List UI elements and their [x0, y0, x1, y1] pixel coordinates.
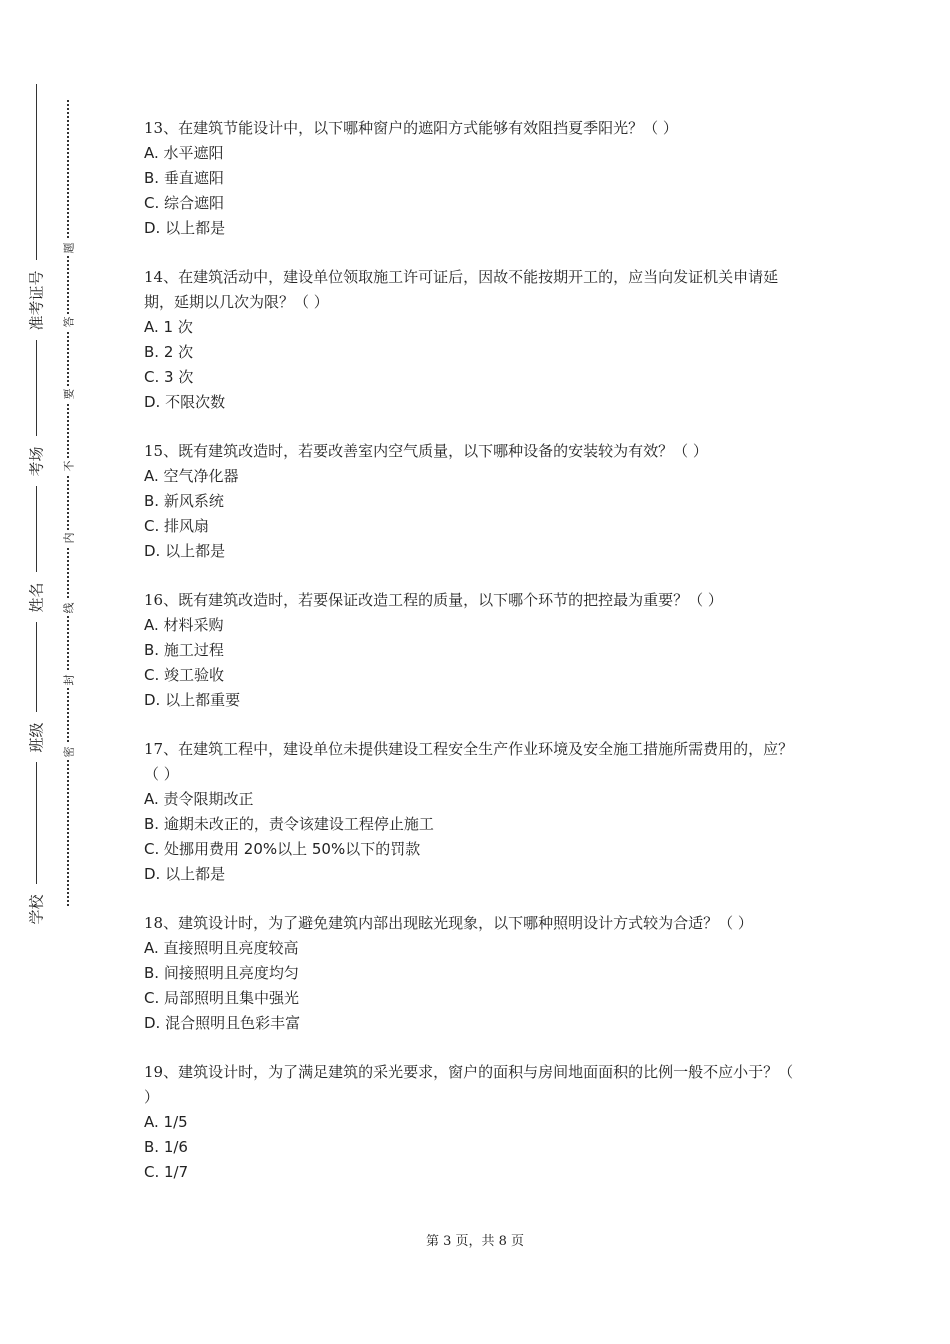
option-c: C. 排风扇 [144, 517, 210, 535]
student-info-labels [18, 84, 54, 924]
option-a: A. 水平遮阳 [144, 144, 224, 162]
option-c: C. 处挪用费用 20%以上 50%以下的罚款 [144, 840, 421, 858]
question-list [144, 116, 804, 1209]
option-a: A. 直接照明且亮度较高 [144, 939, 299, 957]
question-stem: 16、既有建筑改造时，若要保证改造工程的质量，以下哪个环节的把控最为重要？（ ） [144, 591, 723, 609]
question-19 [144, 1060, 804, 1185]
seal-char: 密 [58, 744, 78, 760]
option-c: C. 竣工验收 [144, 666, 225, 684]
question-stem: 15、既有建筑改造时，若要改善室内空气质量，以下哪种设备的安装较为有效？（ ） [144, 442, 708, 460]
question-stem: 19、建筑设计时，为了满足建筑的采光要求，窗户的面积与房间地面面积的比例一般不应小于？（ ） [144, 1063, 794, 1106]
seal-line-text [58, 100, 78, 906]
question-18 [144, 911, 804, 1036]
option-d: D. 不限次数 [144, 393, 226, 411]
option-b: B. 逾期未改正的，责令该建设工程停止施工 [144, 815, 434, 833]
option-b: B. 新风系统 [144, 492, 224, 510]
option-a: A. 责令限期改正 [144, 790, 254, 808]
option-b: B. 1/6 [144, 1138, 188, 1156]
question-stem: 14、在建筑活动中，建设单位领取施工许可证后，因故不能按期开工的，应当向发证机关申请延期，延期以几次为限？（ ） [144, 268, 779, 311]
label-exam-room: 考场 [18, 436, 54, 486]
option-d: D. 以上都是 [144, 219, 226, 237]
seal-char: 线 [58, 600, 78, 616]
question-17 [144, 737, 804, 887]
question-stem: 13、在建筑节能设计中，以下哪种窗户的遮阳方式能够有效阻挡夏季阳光？（ ） [144, 119, 678, 137]
option-b: B. 施工过程 [144, 641, 224, 659]
question-14 [144, 265, 804, 415]
question-stem: 18、建筑设计时，为了避免建筑内部出现眩光现象，以下哪种照明设计方式较为合适？（ ） [144, 914, 753, 932]
option-b: B. 垂直遮阳 [144, 169, 224, 187]
option-a: A. 材料采购 [144, 616, 224, 634]
label-exam-id: 准考证号 [18, 260, 54, 340]
option-d: D. 以上都是 [144, 865, 226, 883]
option-c: C. 3 次 [144, 368, 194, 386]
option-a: A. 空气净化器 [144, 467, 239, 485]
label-school: 学校 [18, 884, 54, 934]
option-d: D. 以上都是 [144, 542, 226, 560]
seal-char: 内 [58, 530, 78, 546]
seal-char: 要 [58, 386, 78, 402]
option-c: C. 局部照明且集中强光 [144, 989, 300, 1007]
question-15 [144, 439, 804, 564]
seal-char: 题 [58, 240, 78, 256]
question-13 [144, 116, 804, 241]
option-b: B. 间接照明且亮度均匀 [144, 964, 299, 982]
seal-char: 不 [58, 458, 78, 474]
option-d: D. 以上都重要 [144, 691, 241, 709]
option-c: C. 综合遮阳 [144, 194, 225, 212]
page-footer: 第 3 页，共 8 页 [425, 1234, 525, 1249]
option-b: B. 2 次 [144, 343, 194, 361]
label-name: 姓名 [18, 572, 54, 622]
option-a: A. 1 次 [144, 318, 193, 336]
option-a: A. 1/5 [144, 1113, 188, 1131]
question-16 [144, 588, 804, 713]
option-d: D. 混合照明且色彩丰富 [144, 1014, 301, 1032]
question-stem: 17、在建筑工程中，建设单位未提供建设工程安全生产作业环境及安全施工措施所需费用的，应？（ ） [144, 740, 794, 783]
label-class: 班级 [18, 712, 54, 762]
seal-char: 封 [58, 672, 78, 688]
seal-char: 答 [58, 314, 78, 330]
option-c: C. 1/7 [144, 1163, 189, 1181]
